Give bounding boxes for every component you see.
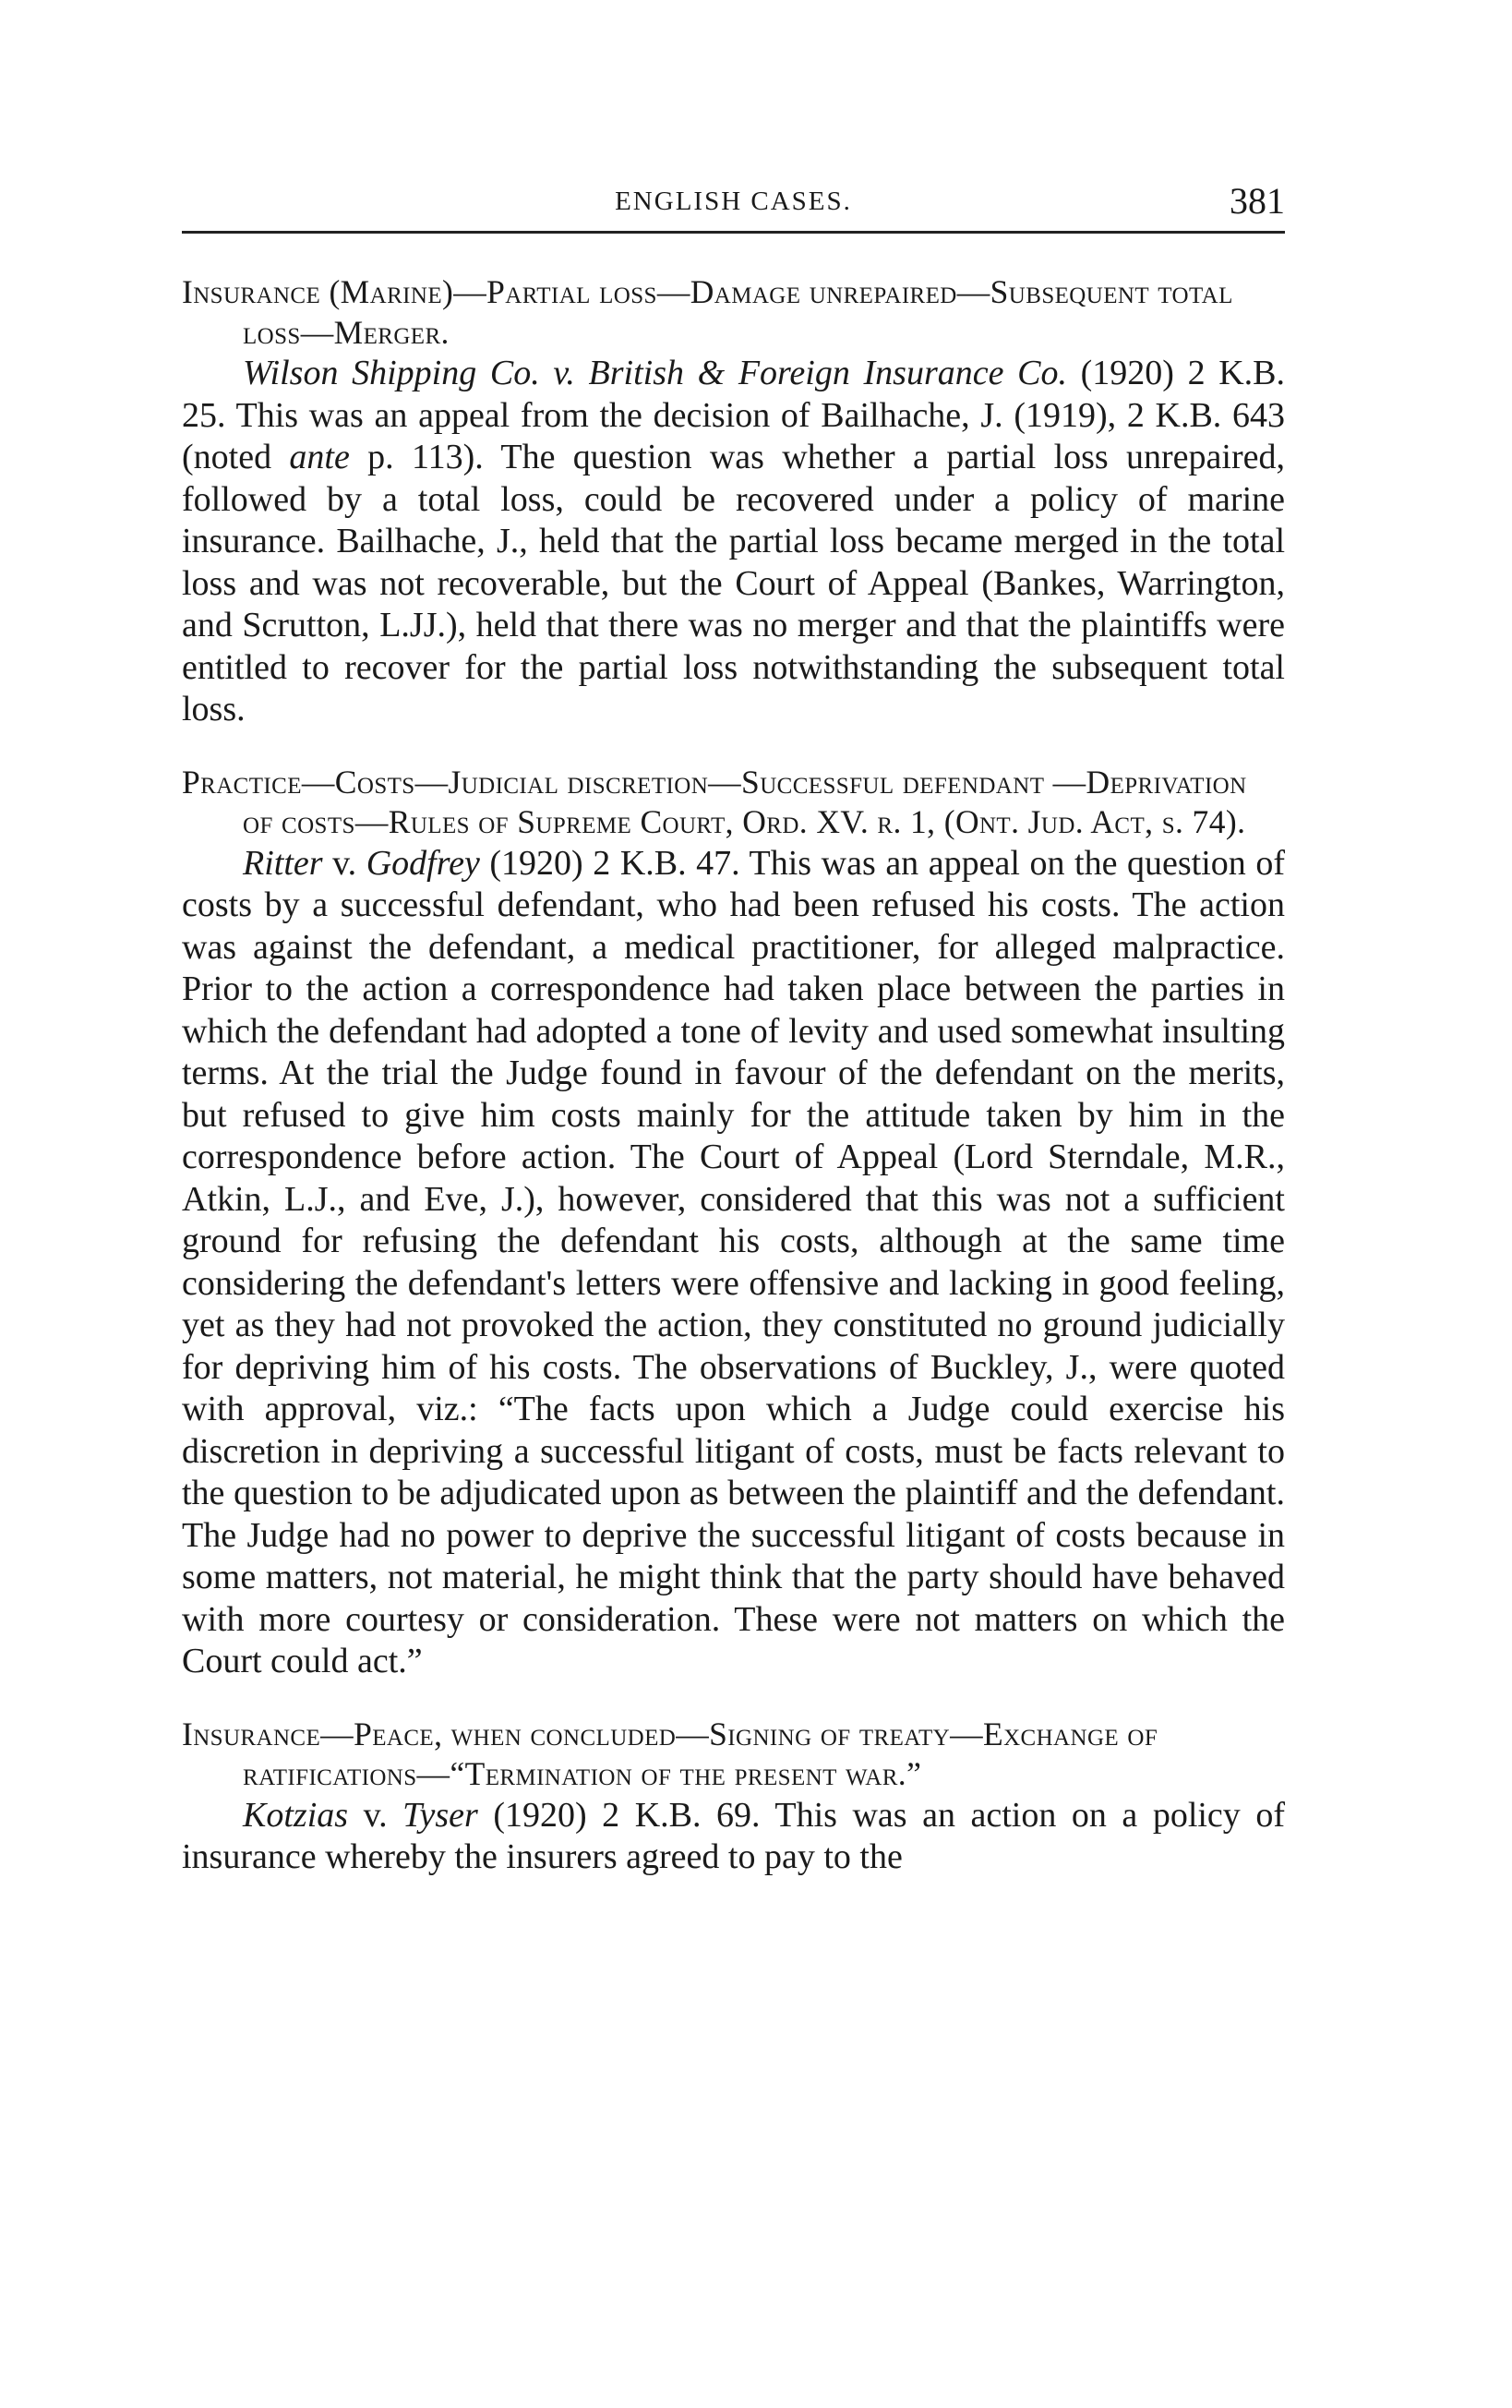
case-name: Wilson Shipping Co. v. British & Foreign Insurance Co. [243, 354, 1067, 392]
section-heading: Insurance (Marine)—Partial loss—Damage unrepaired—Subsequent total loss—Merger. [182, 273, 1233, 351]
ante-word: ante [289, 438, 350, 476]
body-text-part: (1920) 2 K.B. 47. This was an appeal on the question of costs by a successful defendant, who had been refused his costs. The action was against the defendant, a medical practitioner, for alleged malpractice. Prior to the action a correspondence had taken place between the parties in which the defendant had adopted a tone of levity and used somewhat insulting terms. At the trial the Judge found in favour of the defendant on the merits, but refused to give him costs mainly for the attitude taken by him in the correspondence before action. The Court of Appeal (Lord Sterndale, M.R., Atkin, L.J., and Eve, J.), however, considered that this was not a sufficient ground for refusing the defendant his costs, although at the same time considering the defendant's letters were offensive and lacking in good feeling, yet as they had not provoked the action, they constituted no ground judicially for depriving him of his costs. The observations of Buckley, J., were quoted with approval, viz.: “The facts upon which a Judge could exercise his discretion in depriving a successful litigant of costs, must be facts relevant to the question to be adjudicated upon as between the plaintiff and the defendant. The Judge had no power to deprive the successful litigant of costs because in some matters, not material, he might think that the party should have behaved with more courtesy or consideration. These were not matters on which the Court could act.” [182, 843, 1285, 1680]
section-marine-insurance [182, 272, 1285, 731]
body-text-part: (1920) 2 K.B. 69. This was an action on a policy of insurance whereby the insurers agreed to pay to the [182, 1795, 1285, 1876]
body-text-part: p. 113). The question was whether a partial loss unrepaired, followed by a total loss, could be recovered under a policy of marine insurance. Bailhache, J., held that the partial loss became merged in the total loss and was not recoverable, but the Court of Appeal (Bankes, Warrington, and Scrutton, L.JJ.), held that there was no merger and that the plaintiffs were entitled to recover for the partial loss notwithstanding the subsequent total loss. [182, 438, 1285, 728]
case-party: Kotzias [243, 1795, 349, 1835]
case-party: Tyser [402, 1795, 478, 1835]
page-number: 381 [1230, 180, 1285, 222]
versus: v. [322, 843, 366, 883]
section-body [182, 353, 1285, 731]
section-insurance-peace [182, 1715, 1285, 1879]
section-heading: Insurance—Peace, when concluded—Signing of treaty—Exchange of ratifications—“Termination of the present war.” [182, 1715, 1158, 1792]
page [182, 175, 1285, 1910]
header-rule [182, 231, 1285, 234]
section-heading: Practice—Costs—Judicial discretion—Successful defendant —Deprivation of costs—Rules of Supreme Court, Ord. XV. r. 1, (Ont. Jud. Act, s. 74). [182, 763, 1247, 840]
section-body [182, 1795, 1285, 1879]
body-text-part: (1920) 2 K.B. 25. This was an appeal from the decision of Bailhache, J. (1919), 2 K.B. 643 (noted [182, 354, 1285, 476]
versus: v. [348, 1795, 403, 1835]
running-head [182, 175, 1285, 231]
section-practice-costs [182, 763, 1285, 1683]
running-title: ENGLISH CASES. [615, 187, 852, 216]
section-body [182, 843, 1285, 1683]
case-party: Ritter [243, 843, 323, 883]
case-party: Godfrey [366, 843, 480, 883]
